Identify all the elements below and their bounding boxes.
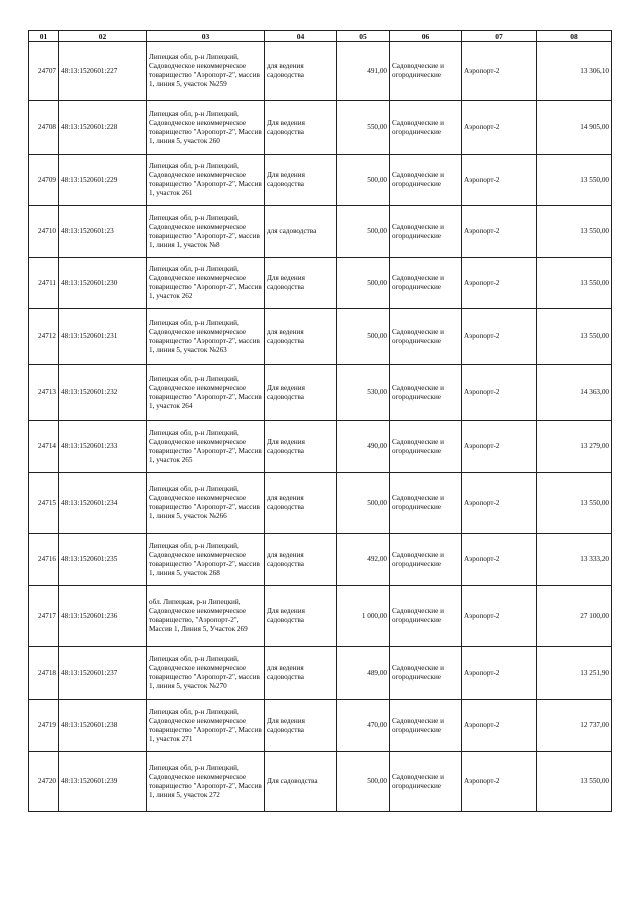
land-category-cell: Садоводческие и огороднические xyxy=(390,421,462,473)
cadastral-number-cell: 48:13:1520601:238 xyxy=(59,700,147,752)
cadastral-value-cell: 12 737,00 xyxy=(537,700,612,752)
address-text: Липецкая обл, р-н Липецкий, Садоводческое некоммерческое товарищество "Аэропорт-2", массив 1, линия 5, участок №259 xyxy=(149,53,260,88)
land-category-cell: Садоводческие и огороднические xyxy=(390,101,462,155)
valuation-zone-cell: Аэропорт-2 xyxy=(462,752,537,812)
area-cell: 500,00 xyxy=(337,258,390,309)
area-cell: 489,00 xyxy=(337,647,390,700)
record-number-cell: 24712 xyxy=(29,309,59,365)
record-number-cell: 24707 xyxy=(29,42,59,101)
permitted-use-cell: Для ведения садоводства xyxy=(265,421,337,473)
valuation-zone-cell: Аэропорт-2 xyxy=(462,473,537,534)
table-row xyxy=(29,473,612,534)
address-text: Липецкая обл, р-н Липецкий, Садоводческое некоммерческое товарищество "Аэропорт-2", Массив 1, линия 5, участок 272 xyxy=(149,763,262,799)
cadastral-value-cell: 13 550,00 xyxy=(537,206,612,258)
address-text: Липецкая обл, р-н Липецкий, Садоводческое некоммерческое товарищество "Аэропорт-2", массив 1, линия 1, участок №8 xyxy=(149,213,260,249)
record-number-cell: 24716 xyxy=(29,534,59,586)
col-header-07: 07 xyxy=(462,31,537,42)
cadastral-number-cell: 48:13:1520601:231 xyxy=(59,309,147,365)
address-cell xyxy=(147,700,265,752)
valuation-zone-cell: Аэропорт-2 xyxy=(462,309,537,365)
land-category-cell: Садоводческие и огороднические xyxy=(390,258,462,309)
address-cell xyxy=(147,421,265,473)
address-cell xyxy=(147,365,265,421)
land-category-cell: Садоводческие и огороднические xyxy=(390,700,462,752)
table-row xyxy=(29,206,612,258)
address-text: Липецкая обл, р-н Липецкий, Садоводческое некоммерческое товарищество "Аэропорт-2", массив 1, линия 5, участок №270 xyxy=(149,655,260,690)
cadastral-number-cell: 48:13:1520601:234 xyxy=(59,473,147,534)
cadastral-number-cell: 48:13:1520601:228 xyxy=(59,101,147,155)
land-category-cell: Садоводческие и огороднические xyxy=(390,309,462,365)
land-category-cell: Садоводческие и огороднические xyxy=(390,42,462,101)
table-row xyxy=(29,647,612,700)
valuation-zone-cell: Аэропорт-2 xyxy=(462,421,537,473)
valuation-zone-cell: Аэропорт-2 xyxy=(462,155,537,206)
cadastral-value-cell: 14 363,00 xyxy=(537,365,612,421)
land-category-cell: Садоводческие и огороднические xyxy=(390,586,462,647)
address-cell xyxy=(147,647,265,700)
cadastral-number-cell: 48:13:1520601:230 xyxy=(59,258,147,309)
address-text: Липецкая обл, р-н Липецкий, Садоводческое некоммерческое товарищество "Аэропорт-2", массив 1, линия 5, участок 268 xyxy=(149,541,260,577)
area-cell: 500,00 xyxy=(337,752,390,812)
area-cell: 500,00 xyxy=(337,155,390,206)
record-number-cell: 24719 xyxy=(29,700,59,752)
record-number-cell: 24710 xyxy=(29,206,59,258)
permitted-use-cell: для ведения садоводства xyxy=(265,647,337,700)
cadastral-number-cell: 48:13:1520601:235 xyxy=(59,534,147,586)
cadastral-value-cell: 13 251,90 xyxy=(537,647,612,700)
cadastral-number-cell: 48:13:1520601:239 xyxy=(59,752,147,812)
address-text: обл. Липецкая, р-н Липецкий, Садоводческое некоммерческое товарищество, "Аэропорт-2", Массив 1, Линия 5, Участок 269 xyxy=(149,598,248,633)
header-row xyxy=(29,31,612,42)
address-cell xyxy=(147,473,265,534)
record-number-cell: 24708 xyxy=(29,101,59,155)
permitted-use-cell: для ведения садоводства xyxy=(265,309,337,365)
valuation-zone-cell: Аэропорт-2 xyxy=(462,101,537,155)
permitted-use-cell: Для ведения садоводства xyxy=(265,586,337,647)
address-cell xyxy=(147,206,265,258)
col-header-06: 06 xyxy=(390,31,462,42)
address-cell xyxy=(147,258,265,309)
cadastral-value-cell: 14 905,00 xyxy=(537,101,612,155)
valuation-zone-cell: Аэропорт-2 xyxy=(462,700,537,752)
table-body xyxy=(29,42,612,812)
valuation-zone-cell: Аэропорт-2 xyxy=(462,206,537,258)
record-number-cell: 24718 xyxy=(29,647,59,700)
table-row xyxy=(29,752,612,812)
valuation-zone-cell: Аэропорт-2 xyxy=(462,647,537,700)
cadastral-number-cell: 48:13:1520601:237 xyxy=(59,647,147,700)
table-row xyxy=(29,700,612,752)
table-row xyxy=(29,309,612,365)
table-row xyxy=(29,365,612,421)
area-cell: 1 000,00 xyxy=(337,586,390,647)
table-row xyxy=(29,42,612,101)
cadastral-value-cell: 13 550,00 xyxy=(537,155,612,206)
cadastral-value-cell: 13 550,00 xyxy=(537,473,612,534)
address-cell xyxy=(147,155,265,206)
record-number-cell: 24713 xyxy=(29,365,59,421)
valuation-zone-cell: Аэропорт-2 xyxy=(462,534,537,586)
cadastral-number-cell: 48:13:1520601:229 xyxy=(59,155,147,206)
permitted-use-cell: для ведения садоводства xyxy=(265,473,337,534)
area-cell: 500,00 xyxy=(337,206,390,258)
address-cell xyxy=(147,101,265,155)
col-header-08: 08 xyxy=(537,31,612,42)
permitted-use-cell: Для ведения садоводства xyxy=(265,155,337,206)
valuation-zone-cell: Аэропорт-2 xyxy=(462,586,537,647)
land-category-cell: Садоводческие и огороднические xyxy=(390,365,462,421)
area-cell: 500,00 xyxy=(337,309,390,365)
table-row xyxy=(29,155,612,206)
address-cell xyxy=(147,752,265,812)
address-text: Липецкая обл, р-н Липецкий, Садоводческое некоммерческое товарищество "Аэропорт-2", массив 1, линия 5, участок №266 xyxy=(149,485,260,520)
area-cell: 492,00 xyxy=(337,534,390,586)
cadastral-value-cell: 13 333,20 xyxy=(537,534,612,586)
permitted-use-cell: Для садоводства xyxy=(265,752,337,812)
table-row xyxy=(29,258,612,309)
address-cell xyxy=(147,586,265,647)
permitted-use-cell: Для ведения садоводства xyxy=(265,101,337,155)
address-text: Липецкая обл, р-н Липецкий, Садоводческое некоммерческое товарищество "Аэропорт-2", Массив 1, участок 271 xyxy=(149,707,262,743)
table-row xyxy=(29,586,612,647)
table-row xyxy=(29,421,612,473)
col-header-04: 04 xyxy=(265,31,337,42)
cadastral-value-cell: 13 550,00 xyxy=(537,309,612,365)
area-cell: 491,00 xyxy=(337,42,390,101)
cadastral-number-cell: 48:13:1520601:23 xyxy=(59,206,147,258)
valuation-zone-cell: Аэропорт-2 xyxy=(462,365,537,421)
area-cell: 490,00 xyxy=(337,421,390,473)
table-row xyxy=(29,101,612,155)
address-text: Липецкая обл, р-н Липецкий, Садоводческое некоммерческое товарищество "Аэропорт-2", массив 1, линия 5, участок №263 xyxy=(149,318,260,354)
address-text: Липецкая обл, р-н Липецкий, Садоводческое некоммерческое товарищество "Аэропорт-2", Массив 1, участок 262 xyxy=(149,265,262,300)
land-category-cell: Садоводческие и огороднические xyxy=(390,534,462,586)
record-number-cell: 24720 xyxy=(29,752,59,812)
cadastral-number-cell: 48:13:1520601:233 xyxy=(59,421,147,473)
cadastral-value-cell: 13 550,00 xyxy=(537,752,612,812)
valuation-zone-cell: Аэропорт-2 xyxy=(462,42,537,101)
cadastral-value-cell: 13 306,10 xyxy=(537,42,612,101)
col-header-02: 02 xyxy=(59,31,147,42)
area-cell: 530,00 xyxy=(337,365,390,421)
land-category-cell: Садоводческие и огороднические xyxy=(390,473,462,534)
cadastral-value-cell: 13 279,00 xyxy=(537,421,612,473)
valuation-zone-cell: Аэропорт-2 xyxy=(462,258,537,309)
record-number-cell: 24714 xyxy=(29,421,59,473)
address-text: Липецкая обл, р-н Липецкий, Садоводческое некоммерческое товарищество "Аэропорт-2", Массив 1, участок 264 xyxy=(149,374,262,410)
land-category-cell: Садоводческие и огороднические xyxy=(390,155,462,206)
record-number-cell: 24717 xyxy=(29,586,59,647)
address-cell xyxy=(147,534,265,586)
land-category-cell: Садоводческие и огороднические xyxy=(390,647,462,700)
record-number-cell: 24709 xyxy=(29,155,59,206)
permitted-use-cell: Для ведения садоводства xyxy=(265,365,337,421)
col-header-05: 05 xyxy=(337,31,390,42)
table-row xyxy=(29,534,612,586)
cadastral-number-cell: 48:13:1520601:232 xyxy=(59,365,147,421)
area-cell: 470,00 xyxy=(337,700,390,752)
record-number-cell: 24715 xyxy=(29,473,59,534)
area-cell: 500,00 xyxy=(337,473,390,534)
permitted-use-cell: Для ведения садоводства xyxy=(265,700,337,752)
permitted-use-cell: для ведения садоводства xyxy=(265,42,337,101)
address-text: Липецкая обл, р-н Липецкий, Садоводческое некоммерческое товарищество "Аэропорт-2", Массив 1, линия 5, участок 260 xyxy=(149,109,262,145)
permitted-use-cell: Для ведения садоводства xyxy=(265,258,337,309)
land-category-cell: Садоводческие и огороднические xyxy=(390,752,462,812)
address-cell xyxy=(147,42,265,101)
permitted-use-cell: для садоводства xyxy=(265,206,337,258)
address-text: Липецкая обл, р-н Липецкий, Садоводческое некоммерческое товарищество "Аэропорт-2", Массив 1, участок 265 xyxy=(149,428,262,464)
col-header-01: 01 xyxy=(29,31,59,42)
cadastral-number-cell: 48:13:1520601:236 xyxy=(59,586,147,647)
cadastral-number-cell: 48:13:1520601:227 xyxy=(59,42,147,101)
cadastral-value-cell: 13 550,00 xyxy=(537,258,612,309)
col-header-03: 03 xyxy=(147,31,265,42)
record-number-cell: 24711 xyxy=(29,258,59,309)
land-category-cell: Садоводческие и огороднические xyxy=(390,206,462,258)
cadastral-table xyxy=(28,30,612,812)
permitted-use-cell: для ведения садоводства xyxy=(265,534,337,586)
area-cell: 550,00 xyxy=(337,101,390,155)
address-cell xyxy=(147,309,265,365)
address-text: Липецкая обл, р-н Липецкий, Садоводческое некоммерческое товарищество "Аэропорт-2", Массив 1, участок 261 xyxy=(149,162,262,197)
cadastral-value-cell: 27 100,00 xyxy=(537,586,612,647)
